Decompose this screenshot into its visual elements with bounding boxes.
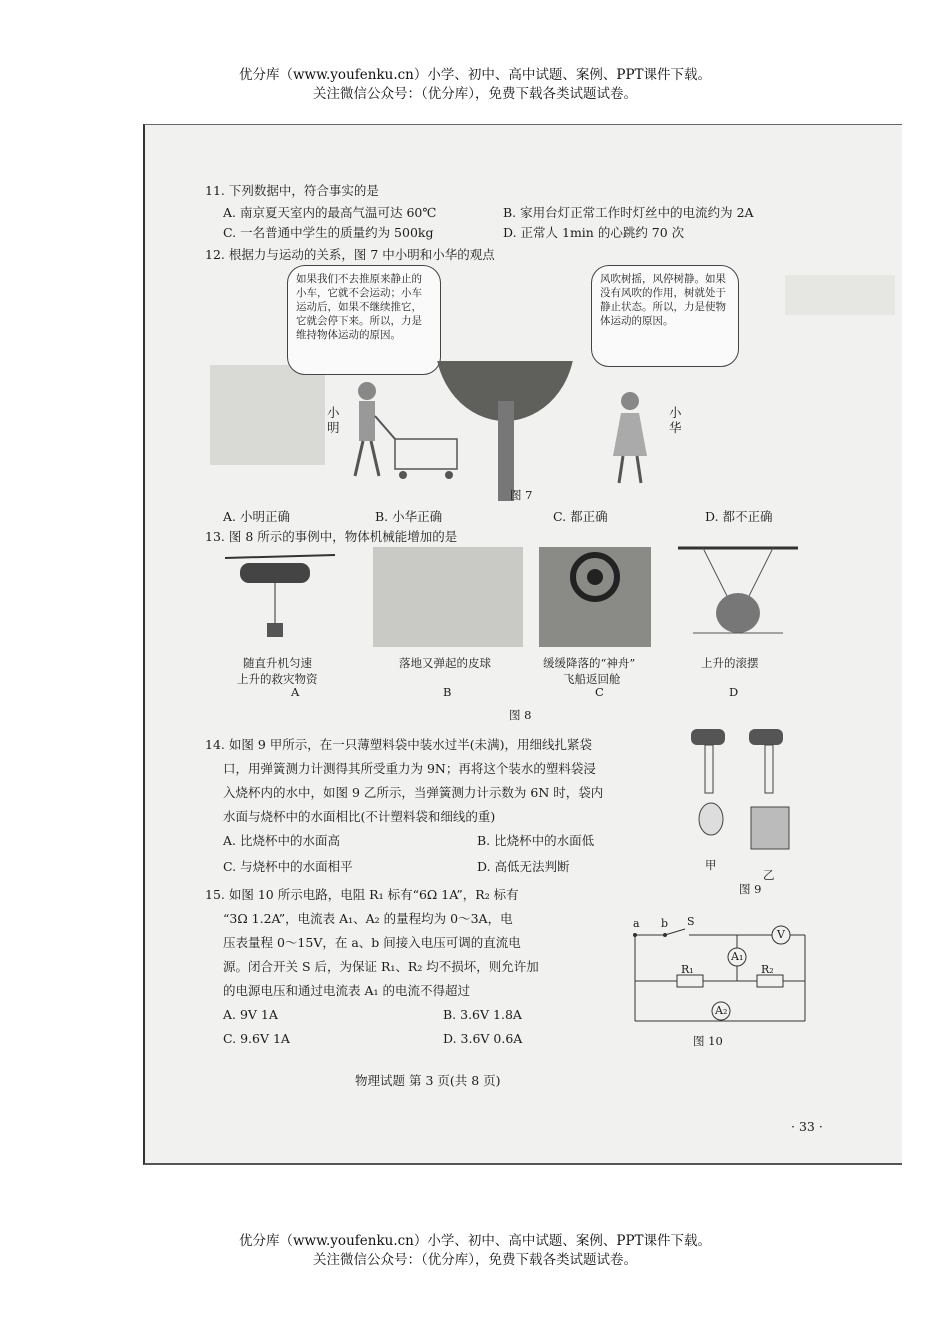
banner-line-1-bottom: 优分库（www.youfenku.cn）小学、初中、高中试题、案例、PPT课件下载。 bbox=[238, 1233, 712, 1249]
page-number: · 33 · bbox=[791, 1119, 823, 1134]
figure-9-caption: 图 9 bbox=[739, 882, 762, 896]
figure-9-illustration bbox=[681, 727, 811, 867]
q13-caption-b: 落地又弹起的皮球 bbox=[399, 656, 491, 670]
girl-head bbox=[621, 392, 639, 410]
boy-head bbox=[358, 382, 376, 400]
q14-label-jia: 甲 bbox=[705, 858, 717, 872]
q14-line-2: 口，用弹簧测力计测得其所受重力为 9N；再将这个装水的塑料袋浸 bbox=[223, 761, 596, 776]
q13-stem: 13. 图 8 所示的事例中，物体机械能增加的是 bbox=[205, 529, 458, 544]
q15-line-2: “3Ω 1.2A”，电流表 A₁、A₂ 的量程均为 0～3A，电 bbox=[223, 911, 513, 926]
q15-line-4: 源。闭合开关 S 后，为保证 R₁、R₂ 均不损坏，则允许加 bbox=[223, 959, 539, 974]
circuit-label-s: S bbox=[687, 915, 695, 928]
banner-line-2: 关注微信公众号：（优分库），免费下载各类试题试卷。 bbox=[313, 86, 637, 102]
q11-option-a: A. 南京夏天室内的最高气温可达 60℃ bbox=[223, 205, 437, 220]
q15-line-1: 15. 如图 10 所示电路，电阻 R₁ 标有“6Ω 1A”，R₂ 标有 bbox=[205, 887, 519, 902]
speech-bubble-xiaohua: 风吹树摇，风停树静。如果没有风吹的作用，树就处于静止状态。所以，力是使物体运动的原因。 bbox=[591, 265, 739, 367]
q13-label-b: B bbox=[443, 685, 452, 699]
q13-caption-c-line2: 飞船返回舱 bbox=[563, 672, 621, 686]
bleed-through-mark bbox=[785, 275, 895, 315]
scanned-page bbox=[143, 124, 902, 1165]
q11-option-c: C. 一名普通中学生的质量约为 500kg bbox=[223, 225, 434, 240]
q15-option-a: A. 9V 1A bbox=[223, 1007, 278, 1022]
shopping-cart bbox=[395, 439, 457, 469]
q13-caption-a-line2: 上升的救灾物资 bbox=[237, 672, 318, 686]
q14-label-yi: 乙 bbox=[763, 868, 775, 882]
figure-8-caption: 图 8 bbox=[509, 708, 532, 722]
bouncing-ball-image bbox=[373, 547, 523, 647]
bottom-banner bbox=[0, 1232, 950, 1270]
q14-line-4: 水面与烧杯中的水面相比(不计塑料袋和细线的重) bbox=[223, 809, 496, 824]
circuit-label-b: b bbox=[661, 917, 669, 930]
q12-option-c: C. 都正确 bbox=[553, 509, 608, 524]
q14-option-c: C. 与烧杯中的水面相平 bbox=[223, 859, 353, 874]
q13-caption-c-line1: 缓缓降落的“神舟” bbox=[543, 656, 636, 670]
label-xiaohua: 小华 bbox=[669, 405, 682, 435]
q14-option-d: D. 高低无法判断 bbox=[477, 859, 570, 874]
circuit-label-a1: A₁ bbox=[731, 950, 744, 963]
circuit-label-v: V bbox=[777, 928, 785, 941]
q14-option-a: A. 比烧杯中的水面高 bbox=[223, 833, 340, 848]
resistor-r2-symbol bbox=[757, 975, 783, 987]
q15-option-b: B. 3.6V 1.8A bbox=[443, 1007, 522, 1022]
girl-dress bbox=[613, 413, 647, 456]
circuit-label-a2: A₂ bbox=[715, 1004, 728, 1017]
q12-option-b: B. 小华正确 bbox=[375, 509, 443, 524]
boy-body bbox=[359, 401, 375, 441]
q11-option-d: D. 正常人 1min 的心跳约 70 次 bbox=[503, 225, 685, 240]
q15-option-d: D. 3.6V 0.6A bbox=[443, 1031, 523, 1046]
q13-caption-a-line1: 随直升机匀速 bbox=[243, 656, 312, 670]
q15-line-3: 压表量程 0～15V，在 a、b 间接入电压可调的直流电 bbox=[223, 935, 521, 950]
q14-option-b: B. 比烧杯中的水面低 bbox=[477, 833, 595, 848]
shenzhou-capsule-image bbox=[539, 547, 651, 647]
q14-line-1: 14. 如图 9 甲所示，在一只薄塑料袋中装水过半(未满)，用细线扎紧袋 bbox=[205, 737, 593, 752]
banner-line-1: 优分库（www.youfenku.cn）小学、初中、高中试题、案例、PPT课件下载。 bbox=[238, 67, 712, 83]
speech-bubble-xiaoming: 如果我们不去推原来静止的小车，它就不会运动；小车运动后，如果不继续推它，它就会停下来。所以，力是维持物体运动的原因。 bbox=[287, 265, 441, 375]
q11-stem: 11. 下列数据中，符合事实的是 bbox=[205, 183, 379, 198]
q13-label-a: A bbox=[291, 685, 300, 699]
maxwell-wheel-image bbox=[673, 543, 803, 653]
q13-label-d: D bbox=[729, 685, 739, 699]
q12-stem: 12. 根据力与运动的关系，图 7 中小明和小华的观点 bbox=[205, 247, 495, 262]
q12-option-a: A. 小明正确 bbox=[223, 509, 290, 524]
figure-10-caption: 图 10 bbox=[693, 1034, 723, 1048]
q15-line-5: 的电源电压和通过电流表 A₁ 的电流不得超过 bbox=[223, 983, 470, 998]
circuit-label-r2: R₂ bbox=[761, 963, 774, 976]
q14-line-3: 入烧杯内的水中，如图 9 乙所示，当弹簧测力计示数为 6N 时，袋内 bbox=[223, 785, 604, 800]
figure-7-caption: 图 7 bbox=[510, 488, 533, 502]
tree-trunk bbox=[498, 401, 514, 501]
q15-option-c: C. 9.6V 1A bbox=[223, 1031, 290, 1046]
resistor-r1-symbol bbox=[677, 975, 703, 987]
top-banner bbox=[0, 66, 950, 104]
banner-line-2-bottom: 关注微信公众号：（优分库），免费下载各类试题试卷。 bbox=[313, 1252, 637, 1268]
circuit-label-r1: R₁ bbox=[681, 963, 694, 976]
q12-option-d: D. 都不正确 bbox=[705, 509, 773, 524]
q13-caption-d: 上升的滚摆 bbox=[701, 656, 759, 670]
circuit-label-a: a bbox=[633, 917, 640, 930]
helicopter-image bbox=[225, 543, 355, 653]
q11-option-b: B. 家用台灯正常工作时灯丝中的电流约为 2A bbox=[503, 205, 754, 220]
label-xiaoming: 小明 bbox=[327, 405, 340, 435]
page-footer: 物理试题 第 3 页(共 8 页) bbox=[355, 1073, 501, 1088]
q13-label-c: C bbox=[595, 685, 604, 699]
